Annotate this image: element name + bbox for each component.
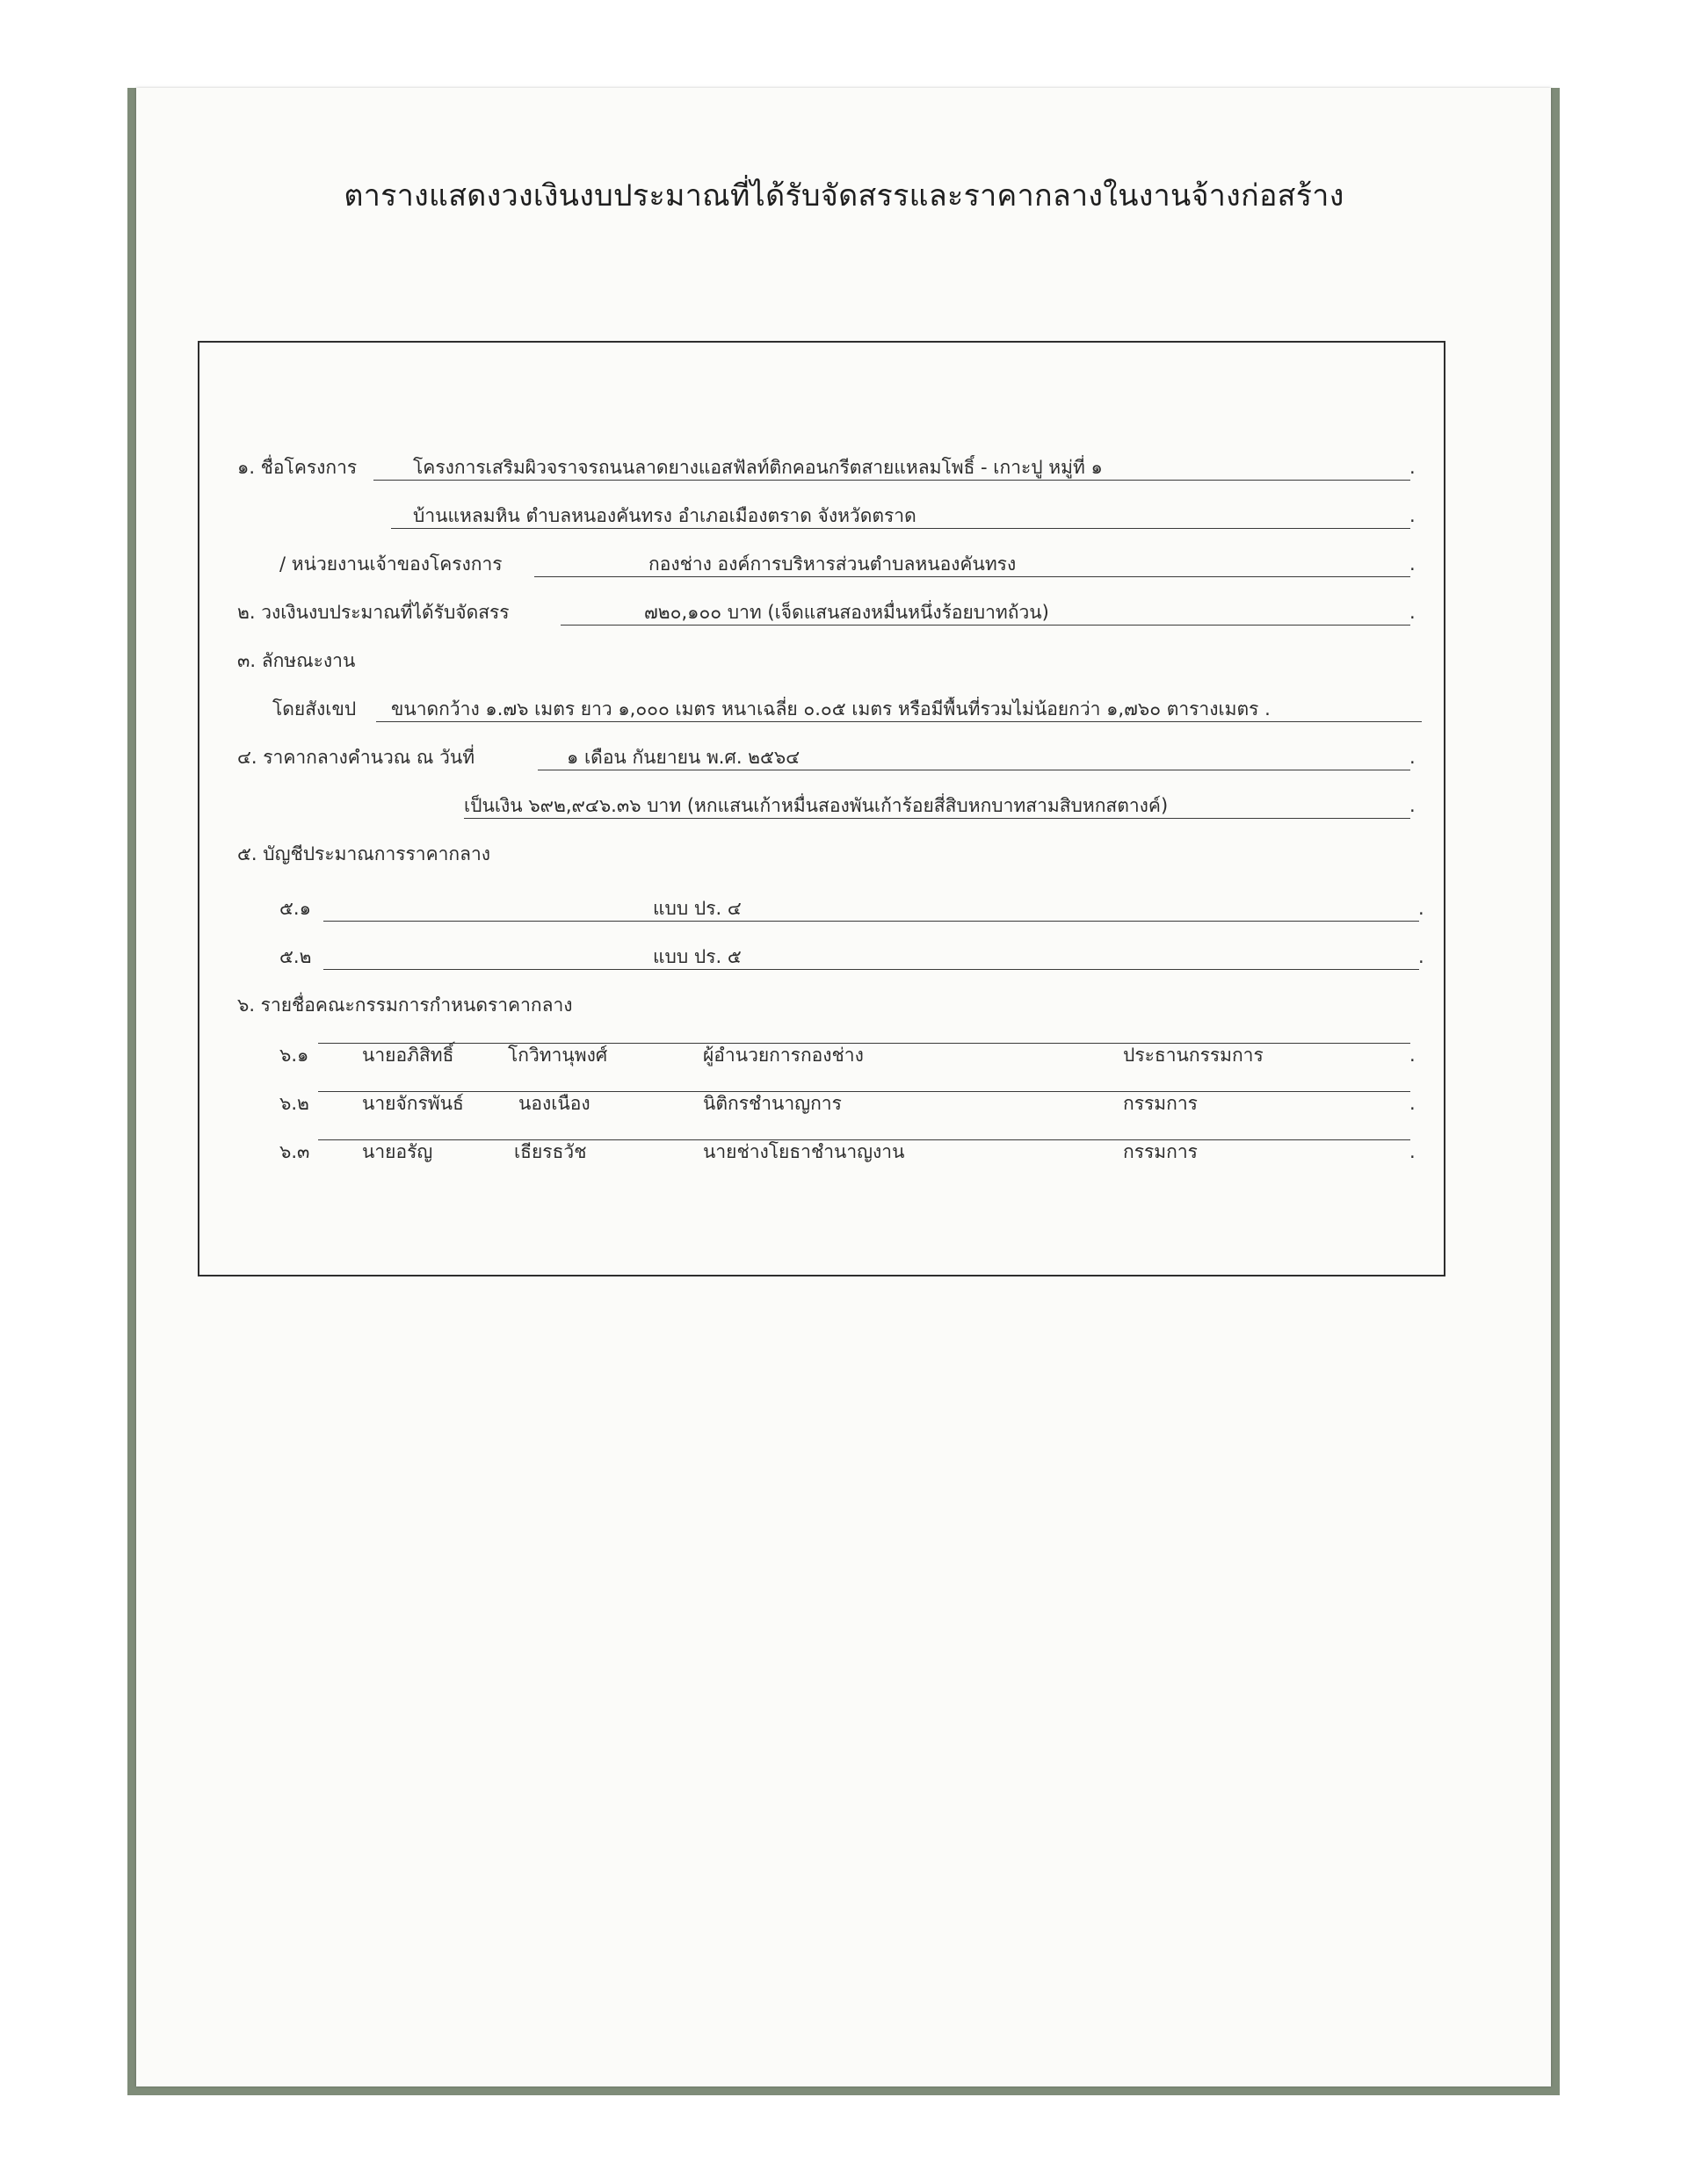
dot: . bbox=[1409, 1045, 1416, 1066]
committee-member-number: ๖.๒ bbox=[279, 1093, 309, 1114]
work-summary-value: ขนาดกว้าง ๑.๗๖ เมตร ยาว ๑,๐๐๐ เมตร หนาเฉลี่ย ๐.๐๕ เมตร หรือมีพื้นที่รวมไม่น้อยกว่า ๑,๗๖๐ ตารางเมตร . bbox=[376, 697, 1422, 722]
project-name-line1: โครงการเสริมผิวจราจรถนนลาดยางแอสฟัลท์ติกคอนกรีตสายแหลมโพธิ์ - เกาะปู หมู่ที่ ๑ bbox=[373, 455, 1410, 481]
committee-member-position: นายช่างโยธาชำนาญงาน bbox=[703, 1141, 905, 1162]
work-type-label: ๓. ลักษณะงาน bbox=[237, 650, 356, 671]
committee-member-position: ผู้อำนวยการกองช่าง bbox=[703, 1045, 864, 1066]
committee-member-number: ๖.๓ bbox=[279, 1141, 310, 1162]
dot: . bbox=[1409, 747, 1416, 768]
dot: . bbox=[1409, 795, 1416, 816]
dot: . bbox=[1409, 602, 1416, 623]
committee-member-position: นิติกรชำนาญการ bbox=[703, 1093, 842, 1114]
committee-member-number: ๖.๑ bbox=[279, 1045, 309, 1066]
estimate-item-value: แบบ ปร. ๕ bbox=[323, 944, 1419, 970]
median-price-amount: เป็นเงิน ๖๙๒,๙๔๖.๓๖ บาท (หกแสนเก้าหมื่นสองพันเก้าร้อยสี่สิบหกบาทสามสิบหกสตางค์) bbox=[464, 793, 1410, 819]
dot: . bbox=[1409, 457, 1416, 478]
committee-member-last-name: นองเนือง bbox=[518, 1093, 590, 1114]
committee-member-first-name: นายอรัญ bbox=[362, 1141, 433, 1162]
dot: . bbox=[1409, 505, 1416, 526]
dot: . bbox=[1409, 1093, 1416, 1114]
dot: . bbox=[1409, 1141, 1416, 1162]
dot: . bbox=[1418, 946, 1424, 967]
committee-member-last-name: โกวิทานุพงศ์ bbox=[508, 1045, 608, 1066]
committee-member-first-name: นายอภิสิทธิ์ bbox=[362, 1045, 454, 1066]
estimate-item-value: แบบ ปร. ๔ bbox=[323, 896, 1419, 922]
estimate-list-label: ๕. บัญชีประมาณการราคากลาง bbox=[237, 843, 491, 864]
owner-unit-value: กองช่าง องค์การบริหารส่วนตำบลหนองคันทรง bbox=[534, 552, 1410, 577]
owner-unit-label: / หน่วยงานเจ้าของโครงการ bbox=[279, 553, 503, 575]
work-summary-label: โดยสังเขป bbox=[272, 698, 357, 720]
committee-member-role: กรรมการ bbox=[1123, 1141, 1198, 1162]
committee-member-first-name: นายจักรพันธ์ bbox=[362, 1093, 464, 1114]
committee-label: ๖. รายชื่อคณะกรรมการกำหนดราคากลาง bbox=[237, 994, 573, 1016]
project-name-label: ๑. ชื่อโครงการ bbox=[237, 457, 358, 478]
estimate-item-number: ๕.๑ bbox=[279, 898, 311, 919]
dot: . bbox=[1418, 898, 1424, 919]
budget-value: ๗๒๐,๑๐๐ บาท (เจ็ดแสนสองหมื่นหนึ่งร้อยบาทถ้วน) bbox=[561, 600, 1410, 626]
estimate-item-number: ๕.๒ bbox=[279, 946, 312, 967]
budget-label: ๒. วงเงินงบประมาณที่ได้รับจัดสรร bbox=[237, 602, 510, 623]
median-price-date: ๑ เดือน กันยายน พ.ศ. ๒๕๖๔ bbox=[538, 745, 1410, 770]
committee-member-role: กรรมการ bbox=[1123, 1093, 1198, 1114]
project-name-line2: บ้านแหลมหิน ตำบลหนองคันทรง อำเภอเมืองตราด จังหวัดตราด bbox=[391, 503, 1410, 529]
committee-member-underline bbox=[318, 1091, 1410, 1092]
median-price-date-label: ๔. ราคากลางคำนวณ ณ วันที่ bbox=[237, 747, 475, 768]
dot: . bbox=[1409, 553, 1416, 575]
committee-member-role: ประธานกรรมการ bbox=[1123, 1045, 1264, 1066]
committee-member-last-name: เธียรธวัช bbox=[514, 1141, 587, 1162]
document-title: ตารางแสดงวงเงินงบประมาณที่ได้รับจัดสรรและราคากลางในงานจ้างก่อสร้าง bbox=[344, 178, 1344, 213]
